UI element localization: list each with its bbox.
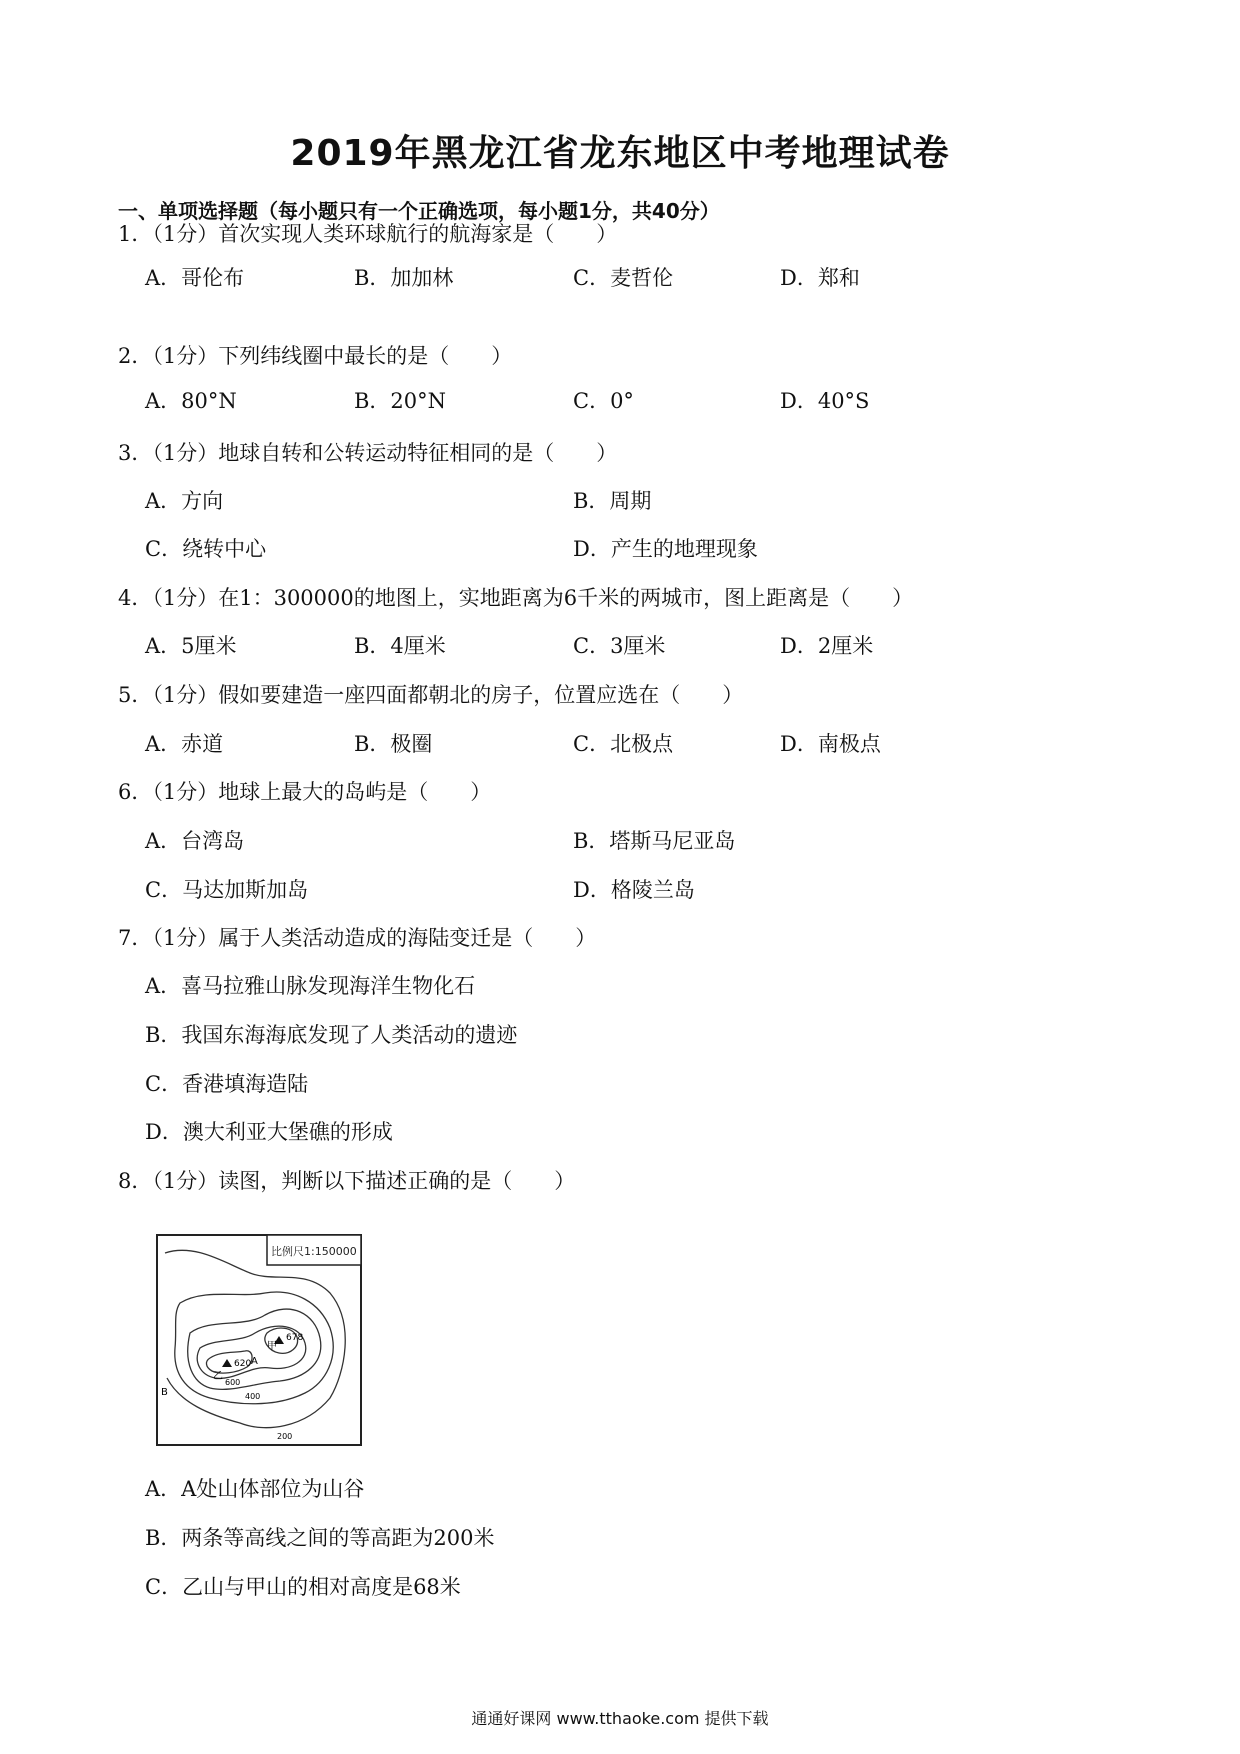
contour-label-600: 600 [225, 1378, 241, 1387]
question-5-option-d[interactable]: D．南极点 [780, 732, 881, 756]
page-title: 2019年黑龙江省龙东地区中考地理试卷 [290, 133, 950, 174]
question-3-option-b[interactable]: B．周期 [573, 489, 652, 513]
peak-right-name: 甲 [267, 1341, 277, 1352]
question-5-option-c[interactable]: C．北极点 [573, 732, 674, 756]
question-1-option-a[interactable]: A．哥伦布 [145, 266, 245, 290]
question-4-option-d[interactable]: D．2厘米 [780, 634, 874, 658]
question-4-stem: 4．（1分）在1：300000的地图上，实地距离为6千米的两城市，图上距离是（ ） [118, 586, 914, 610]
question-3-stem: 3．（1分）地球自转和公转运动特征相同的是（ ） [118, 441, 618, 465]
question-5-option-a[interactable]: A．赤道 [145, 732, 224, 756]
question-2-stem: 2．（1分）下列纬线圈中最长的是（ ） [118, 344, 513, 368]
question-8-stem: 8．（1分）读图，判断以下描述正确的是（ ） [118, 1169, 576, 1193]
question-3-option-a[interactable]: A．方向 [145, 489, 224, 513]
section-heading: 一、单项选择题（每小题只有一个正确选项，每小题1分，共40分） [118, 199, 720, 223]
question-7-option-d[interactable]: D．澳大利亚大堡礁的形成 [145, 1120, 393, 1144]
question-1-option-d[interactable]: D．郑和 [780, 266, 860, 290]
question-2-option-c[interactable]: C．0° [573, 389, 634, 413]
question-2-option-a[interactable]: A．80°N [145, 389, 237, 413]
question-1-option-c[interactable]: C．麦哲伦 [573, 266, 674, 290]
question-7-option-a[interactable]: A．喜马拉雅山脉发现海洋生物化石 [145, 974, 476, 998]
peak-left-height: 620 [234, 1359, 252, 1369]
contour-label-200: 200 [277, 1432, 293, 1441]
page-footer: 通通好课网 www.tthaoke.com 提供下载 [471, 1709, 769, 1728]
map-frame [157, 1235, 361, 1445]
point-a-label: A [251, 1356, 258, 1367]
question-6-option-b[interactable]: B．塔斯马尼亚岛 [573, 829, 736, 853]
question-8-option-b[interactable]: B．两条等高线之间的等高距为200米 [145, 1526, 495, 1550]
question-7-stem: 7．（1分）属于人类活动造成的海陆变迁是（ ） [118, 926, 597, 950]
question-4-option-b[interactable]: B．4厘米 [354, 634, 446, 658]
point-b-label: B [161, 1387, 168, 1398]
question-6-option-c[interactable]: C．马达加斯加岛 [145, 878, 309, 902]
scale-label: 比例尺1:150000 [271, 1245, 357, 1258]
question-2-option-d[interactable]: D．40°S [780, 389, 870, 413]
contour-map [155, 1233, 363, 1447]
question-3-option-c[interactable]: C．绕转中心 [145, 537, 267, 561]
question-7-option-c[interactable]: C．香港填海造陆 [145, 1072, 309, 1096]
question-6-option-a[interactable]: A．台湾岛 [145, 829, 245, 853]
question-6-option-d[interactable]: D．格陵兰岛 [573, 878, 695, 902]
question-5-option-b[interactable]: B．极圈 [354, 732, 433, 756]
question-8-option-c[interactable]: C．乙山与甲山的相对高度是68米 [145, 1575, 461, 1599]
question-2-option-b[interactable]: B．20°N [354, 389, 447, 413]
contour-label-400: 400 [245, 1392, 261, 1401]
peak-left-name: 乙 [213, 1371, 223, 1382]
contour-map-figure [155, 1233, 363, 1447]
question-3-option-d[interactable]: D．产生的地理现象 [573, 537, 758, 561]
question-1-stem: 1．（1分）首次实现人类环球航行的航海家是（ ） [118, 222, 618, 246]
question-6-stem: 6．（1分）地球上最大的岛屿是（ ） [118, 780, 492, 804]
question-4-option-a[interactable]: A．5厘米 [145, 634, 237, 658]
question-1-option-b[interactable]: B．加加林 [354, 266, 454, 290]
peak-right-height: 678 [286, 1333, 304, 1343]
question-5-stem: 5．（1分）假如要建造一座四面都朝北的房子，位置应选在（ ） [118, 683, 744, 707]
question-7-option-b[interactable]: B．我国东海海底发现了人类活动的遗迹 [145, 1023, 518, 1047]
question-8-option-a[interactable]: A．A处山体部位为山谷 [145, 1477, 365, 1501]
question-4-option-c[interactable]: C．3厘米 [573, 634, 666, 658]
